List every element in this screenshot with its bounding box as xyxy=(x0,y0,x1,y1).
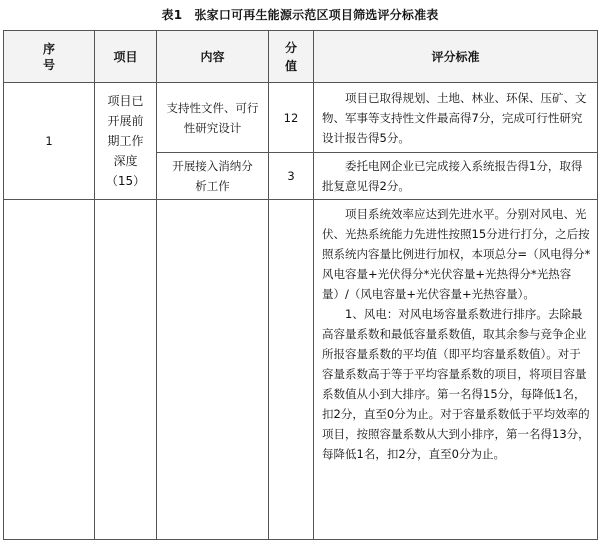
header-seq: 序号 xyxy=(4,31,95,83)
criteria-text: 委托电网企业已完成接入系统报告得1分，取得批复意见得2分。 xyxy=(322,159,583,193)
row1-score-2: 3 xyxy=(269,153,314,200)
row2-score xyxy=(269,200,314,540)
row2-project xyxy=(95,200,157,540)
row1-criteria-1 xyxy=(314,83,598,153)
criteria-para-1: 项目系统效率应达到先进水平。分别对风电、光伏、光热系统能力先进性按照15分进行打分，之后按照系统内容量比例进行加权，本项总分=（风电得分*风电容量+光伏得分*光伏容量+光热得分*光热容量）/（风电容量+光伏容量+光热容量）。 xyxy=(322,207,591,301)
header-project: 项目 xyxy=(95,31,157,83)
criteria-text: 项目已取得规划、土地、林业、环保、压矿、文物、军事等支持性文件最高得7分，完成可行性研究设计报告得5分。 xyxy=(322,90,587,145)
table-row xyxy=(4,200,598,540)
row1-project: 项目已开展前期工作深度（15） xyxy=(95,83,157,200)
row1-criteria-2 xyxy=(314,153,598,200)
table-title: 表1 张家口可再生能源示范区项目筛选评分标准表 xyxy=(161,8,439,22)
row1-content-1: 支持性文件、可行性研究设计 xyxy=(157,83,269,153)
row2-content xyxy=(157,200,269,540)
header-criteria: 评分标准 xyxy=(314,31,598,83)
row2-seq xyxy=(4,200,95,540)
header-score: 分值 xyxy=(269,31,314,83)
row1-score-1: 12 xyxy=(269,83,314,153)
scoring-table xyxy=(3,30,598,540)
table-row xyxy=(4,83,598,153)
row1-content-2: 开展接入消纳分析工作 xyxy=(157,153,269,200)
criteria-para-2: 1、风电：对风电场容量系数进行排序。去除最高容量系数和最低容量系数值，取其余参与竞争企业所报容量系数的平均值（即平均容量系数值）。对于容量系数高于等于平均容量系数的项目，将项目容量系数值从小到大排序。第一名得15分，每降低1名，扣2分，直至0分为止。对于容量系数低于平均效率的项目，按照容量系数从大到小排序，第一名得13分，每降低1名，扣2分，直至0分为止。 xyxy=(322,307,590,461)
header-row xyxy=(4,31,598,83)
row1-seq: 1 xyxy=(4,83,95,200)
row2-criteria xyxy=(314,200,598,540)
header-content: 内容 xyxy=(157,31,269,83)
